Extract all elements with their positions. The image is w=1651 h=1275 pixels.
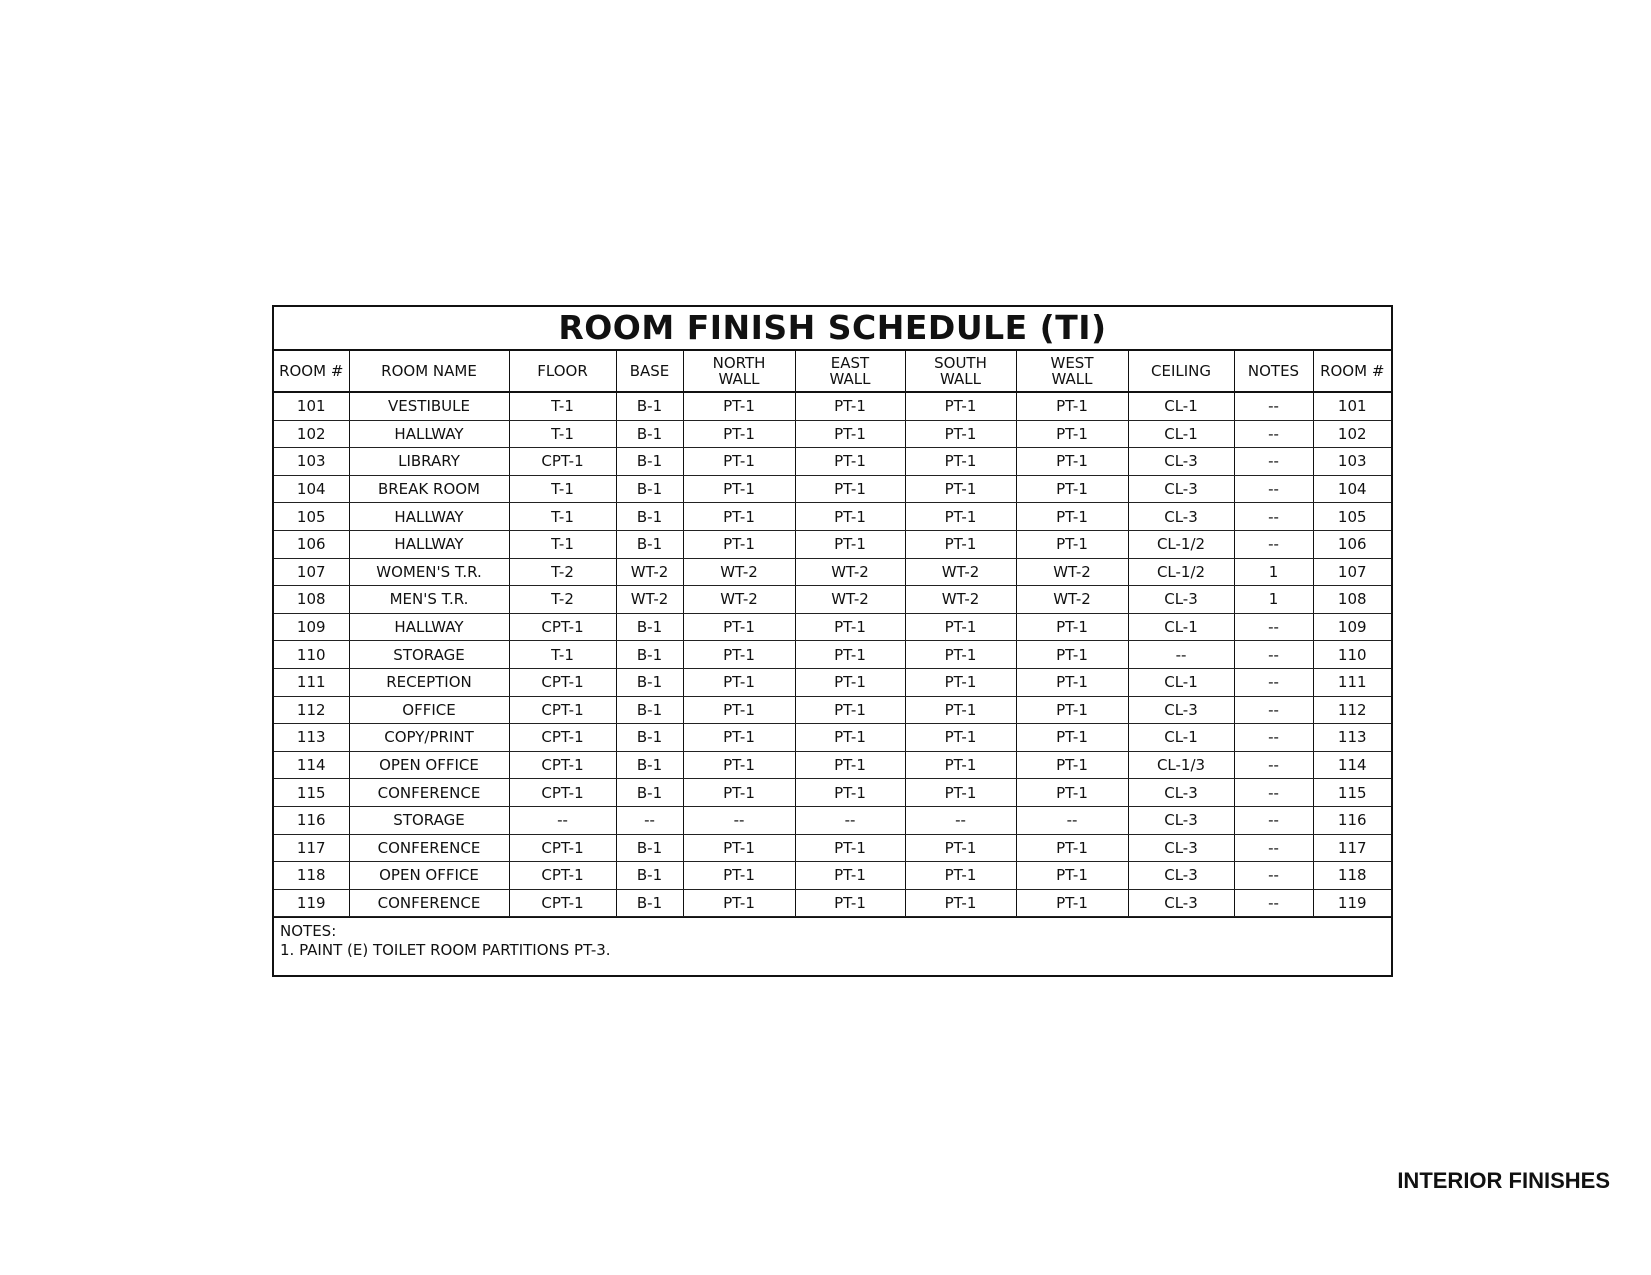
cell-room-number: 109 bbox=[274, 613, 349, 641]
header-south-wall-line1: SOUTH bbox=[934, 354, 987, 372]
cell-ceiling: CL-1 bbox=[1128, 668, 1234, 696]
cell-west-wall: WT-2 bbox=[1016, 558, 1128, 586]
cell-room-number-right: 112 bbox=[1313, 696, 1391, 724]
table-row bbox=[274, 558, 1391, 586]
cell-ceiling: CL-3 bbox=[1128, 503, 1234, 531]
cell-south-wall: PT-1 bbox=[905, 834, 1016, 862]
cell-west-wall: PT-1 bbox=[1016, 503, 1128, 531]
cell-west-wall: PT-1 bbox=[1016, 613, 1128, 641]
cell-ceiling: CL-3 bbox=[1128, 696, 1234, 724]
header-east-wall-line1: EAST bbox=[830, 354, 870, 372]
cell-notes: 1 bbox=[1234, 586, 1313, 614]
cell-south-wall: PT-1 bbox=[905, 696, 1016, 724]
cell-east-wall: PT-1 bbox=[795, 668, 905, 696]
cell-north-wall: WT-2 bbox=[683, 558, 795, 586]
cell-north-wall: PT-1 bbox=[683, 889, 795, 917]
cell-room-number-right: 103 bbox=[1313, 448, 1391, 476]
cell-base: B-1 bbox=[616, 889, 683, 917]
cell-notes: -- bbox=[1234, 889, 1313, 917]
header-base: BASE bbox=[616, 351, 683, 392]
cell-ceiling: CL-1 bbox=[1128, 724, 1234, 752]
table-row bbox=[274, 420, 1391, 448]
cell-east-wall: WT-2 bbox=[795, 586, 905, 614]
header-west-wall-line2: WALL bbox=[1051, 370, 1093, 388]
header-north-wall bbox=[683, 351, 795, 392]
table-row bbox=[274, 586, 1391, 614]
cell-room-number: 114 bbox=[274, 751, 349, 779]
cell-west-wall: PT-1 bbox=[1016, 530, 1128, 558]
cell-west-wall: PT-1 bbox=[1016, 696, 1128, 724]
cell-room-number-right: 106 bbox=[1313, 530, 1391, 558]
cell-floor: CPT-1 bbox=[509, 889, 616, 917]
cell-ceiling: CL-3 bbox=[1128, 862, 1234, 890]
cell-ceiling: CL-1 bbox=[1128, 420, 1234, 448]
table-row bbox=[274, 779, 1391, 807]
cell-room-number-right: 105 bbox=[1313, 503, 1391, 531]
cell-north-wall: WT-2 bbox=[683, 586, 795, 614]
cell-east-wall: PT-1 bbox=[795, 420, 905, 448]
cell-room-number-right: 115 bbox=[1313, 779, 1391, 807]
header-north-wall-line2: WALL bbox=[718, 370, 760, 388]
cell-floor: T-2 bbox=[509, 558, 616, 586]
cell-north-wall: PT-1 bbox=[683, 779, 795, 807]
cell-ceiling: CL-1/2 bbox=[1128, 558, 1234, 586]
cell-south-wall: PT-1 bbox=[905, 530, 1016, 558]
cell-room-number: 106 bbox=[274, 530, 349, 558]
cell-room-name: BREAK ROOM bbox=[349, 475, 509, 503]
cell-east-wall: PT-1 bbox=[795, 530, 905, 558]
cell-ceiling: CL-3 bbox=[1128, 889, 1234, 917]
cell-east-wall: PT-1 bbox=[795, 448, 905, 476]
cell-floor: T-1 bbox=[509, 641, 616, 669]
table-row bbox=[274, 696, 1391, 724]
cell-north-wall: PT-1 bbox=[683, 862, 795, 890]
cell-room-name: VESTIBULE bbox=[349, 392, 509, 420]
finish-table bbox=[274, 351, 1391, 917]
cell-floor: -- bbox=[509, 806, 616, 834]
header-notes: NOTES bbox=[1234, 351, 1313, 392]
room-finish-schedule bbox=[272, 305, 1393, 977]
cell-west-wall: PT-1 bbox=[1016, 420, 1128, 448]
header-north-wall-line1: NORTH bbox=[712, 354, 766, 372]
cell-ceiling: CL-3 bbox=[1128, 834, 1234, 862]
cell-room-name: WOMEN'S T.R. bbox=[349, 558, 509, 586]
cell-room-name: CONFERENCE bbox=[349, 889, 509, 917]
cell-west-wall: PT-1 bbox=[1016, 475, 1128, 503]
cell-north-wall: PT-1 bbox=[683, 641, 795, 669]
cell-room-number: 108 bbox=[274, 586, 349, 614]
cell-notes: -- bbox=[1234, 503, 1313, 531]
cell-room-name: CONFERENCE bbox=[349, 834, 509, 862]
cell-south-wall: PT-1 bbox=[905, 668, 1016, 696]
cell-east-wall: PT-1 bbox=[795, 779, 905, 807]
cell-notes: -- bbox=[1234, 862, 1313, 890]
cell-room-number-right: 119 bbox=[1313, 889, 1391, 917]
header-east-wall bbox=[795, 351, 905, 392]
cell-room-name: RECEPTION bbox=[349, 668, 509, 696]
cell-notes: -- bbox=[1234, 834, 1313, 862]
cell-east-wall: PT-1 bbox=[795, 834, 905, 862]
header-floor: FLOOR bbox=[509, 351, 616, 392]
table-row bbox=[274, 641, 1391, 669]
cell-east-wall: PT-1 bbox=[795, 475, 905, 503]
cell-floor: T-1 bbox=[509, 392, 616, 420]
cell-south-wall: PT-1 bbox=[905, 613, 1016, 641]
cell-ceiling: -- bbox=[1128, 641, 1234, 669]
cell-floor: CPT-1 bbox=[509, 724, 616, 752]
cell-notes: -- bbox=[1234, 448, 1313, 476]
cell-room-number: 104 bbox=[274, 475, 349, 503]
cell-room-number: 119 bbox=[274, 889, 349, 917]
cell-room-name: OPEN OFFICE bbox=[349, 862, 509, 890]
cell-south-wall: WT-2 bbox=[905, 586, 1016, 614]
cell-west-wall: PT-1 bbox=[1016, 448, 1128, 476]
cell-room-number: 102 bbox=[274, 420, 349, 448]
cell-notes: -- bbox=[1234, 641, 1313, 669]
table-row bbox=[274, 724, 1391, 752]
cell-south-wall: PT-1 bbox=[905, 503, 1016, 531]
cell-north-wall: PT-1 bbox=[683, 503, 795, 531]
cell-notes: -- bbox=[1234, 420, 1313, 448]
header-west-wall-line1: WEST bbox=[1050, 354, 1094, 372]
header-west-wall bbox=[1016, 351, 1128, 392]
cell-north-wall: -- bbox=[683, 806, 795, 834]
cell-ceiling: CL-3 bbox=[1128, 779, 1234, 807]
cell-ceiling: CL-1 bbox=[1128, 392, 1234, 420]
notes-heading: NOTES: bbox=[280, 922, 337, 941]
cell-room-number-right: 101 bbox=[1313, 392, 1391, 420]
cell-room-number-right: 118 bbox=[1313, 862, 1391, 890]
cell-south-wall: PT-1 bbox=[905, 420, 1016, 448]
cell-notes: -- bbox=[1234, 530, 1313, 558]
cell-south-wall: -- bbox=[905, 806, 1016, 834]
cell-room-name: STORAGE bbox=[349, 641, 509, 669]
cell-room-number: 115 bbox=[274, 779, 349, 807]
cell-room-number: 110 bbox=[274, 641, 349, 669]
cell-room-number-right: 109 bbox=[1313, 613, 1391, 641]
cell-room-number: 105 bbox=[274, 503, 349, 531]
cell-north-wall: PT-1 bbox=[683, 724, 795, 752]
table-row bbox=[274, 834, 1391, 862]
cell-notes: -- bbox=[1234, 751, 1313, 779]
cell-east-wall: PT-1 bbox=[795, 889, 905, 917]
table-body bbox=[274, 392, 1391, 917]
cell-base: WT-2 bbox=[616, 586, 683, 614]
table-row bbox=[274, 392, 1391, 420]
cell-west-wall: PT-1 bbox=[1016, 641, 1128, 669]
cell-room-number-right: 116 bbox=[1313, 806, 1391, 834]
cell-room-number-right: 104 bbox=[1313, 475, 1391, 503]
cell-ceiling: CL-3 bbox=[1128, 586, 1234, 614]
cell-ceiling: CL-3 bbox=[1128, 475, 1234, 503]
table-row bbox=[274, 751, 1391, 779]
cell-north-wall: PT-1 bbox=[683, 420, 795, 448]
cell-east-wall: PT-1 bbox=[795, 503, 905, 531]
cell-room-number-right: 102 bbox=[1313, 420, 1391, 448]
cell-base: B-1 bbox=[616, 751, 683, 779]
cell-north-wall: PT-1 bbox=[683, 668, 795, 696]
cell-west-wall: -- bbox=[1016, 806, 1128, 834]
cell-notes: -- bbox=[1234, 724, 1313, 752]
cell-west-wall: PT-1 bbox=[1016, 668, 1128, 696]
cell-room-number-right: 108 bbox=[1313, 586, 1391, 614]
cell-west-wall: PT-1 bbox=[1016, 889, 1128, 917]
cell-room-number: 116 bbox=[274, 806, 349, 834]
cell-east-wall: -- bbox=[795, 806, 905, 834]
cell-south-wall: WT-2 bbox=[905, 558, 1016, 586]
cell-base: B-1 bbox=[616, 641, 683, 669]
cell-ceiling: CL-1 bbox=[1128, 613, 1234, 641]
cell-room-number-right: 110 bbox=[1313, 641, 1391, 669]
cell-floor: CPT-1 bbox=[509, 862, 616, 890]
cell-floor: CPT-1 bbox=[509, 668, 616, 696]
cell-floor: CPT-1 bbox=[509, 779, 616, 807]
cell-south-wall: PT-1 bbox=[905, 641, 1016, 669]
header-south-wall bbox=[905, 351, 1016, 392]
table-row bbox=[274, 475, 1391, 503]
cell-base: B-1 bbox=[616, 696, 683, 724]
cell-base: B-1 bbox=[616, 668, 683, 696]
table-row bbox=[274, 668, 1391, 696]
cell-floor: T-1 bbox=[509, 530, 616, 558]
cell-room-name: OPEN OFFICE bbox=[349, 751, 509, 779]
table-row bbox=[274, 862, 1391, 890]
table-row bbox=[274, 530, 1391, 558]
cell-east-wall: PT-1 bbox=[795, 751, 905, 779]
cell-base: B-1 bbox=[616, 862, 683, 890]
cell-base: B-1 bbox=[616, 448, 683, 476]
cell-base: B-1 bbox=[616, 779, 683, 807]
cell-base: B-1 bbox=[616, 503, 683, 531]
cell-floor: T-2 bbox=[509, 586, 616, 614]
cell-east-wall: PT-1 bbox=[795, 613, 905, 641]
header-ceiling: CEILING bbox=[1128, 351, 1234, 392]
cell-room-name: COPY/PRINT bbox=[349, 724, 509, 752]
cell-east-wall: PT-1 bbox=[795, 862, 905, 890]
cell-west-wall: PT-1 bbox=[1016, 862, 1128, 890]
cell-room-number-right: 114 bbox=[1313, 751, 1391, 779]
cell-room-number-right: 107 bbox=[1313, 558, 1391, 586]
cell-notes: -- bbox=[1234, 779, 1313, 807]
cell-south-wall: PT-1 bbox=[905, 779, 1016, 807]
cell-notes: -- bbox=[1234, 806, 1313, 834]
header-east-wall-line2: WALL bbox=[829, 370, 871, 388]
cell-east-wall: PT-1 bbox=[795, 724, 905, 752]
cell-ceiling: CL-3 bbox=[1128, 806, 1234, 834]
cell-room-name: LIBRARY bbox=[349, 448, 509, 476]
cell-floor: CPT-1 bbox=[509, 448, 616, 476]
cell-north-wall: PT-1 bbox=[683, 696, 795, 724]
cell-ceiling: CL-3 bbox=[1128, 448, 1234, 476]
cell-room-name: HALLWAY bbox=[349, 420, 509, 448]
cell-floor: T-1 bbox=[509, 503, 616, 531]
cell-room-number: 113 bbox=[274, 724, 349, 752]
cell-room-number-right: 117 bbox=[1313, 834, 1391, 862]
cell-room-number: 118 bbox=[274, 862, 349, 890]
cell-west-wall: PT-1 bbox=[1016, 779, 1128, 807]
table-row bbox=[274, 806, 1391, 834]
cell-north-wall: PT-1 bbox=[683, 475, 795, 503]
cell-room-name: HALLWAY bbox=[349, 613, 509, 641]
notes-block bbox=[274, 917, 1391, 975]
cell-room-number: 117 bbox=[274, 834, 349, 862]
note-item: 1. PAINT (E) TOILET ROOM PARTITIONS PT-3. bbox=[280, 941, 611, 960]
cell-west-wall: PT-1 bbox=[1016, 751, 1128, 779]
cell-floor: T-1 bbox=[509, 475, 616, 503]
cell-south-wall: PT-1 bbox=[905, 889, 1016, 917]
cell-base: B-1 bbox=[616, 392, 683, 420]
cell-east-wall: PT-1 bbox=[795, 641, 905, 669]
cell-west-wall: WT-2 bbox=[1016, 586, 1128, 614]
cell-base: B-1 bbox=[616, 420, 683, 448]
cell-south-wall: PT-1 bbox=[905, 751, 1016, 779]
table-row bbox=[274, 613, 1391, 641]
cell-room-name: MEN'S T.R. bbox=[349, 586, 509, 614]
cell-north-wall: PT-1 bbox=[683, 751, 795, 779]
cell-room-name: HALLWAY bbox=[349, 503, 509, 531]
cell-base: B-1 bbox=[616, 530, 683, 558]
cell-south-wall: PT-1 bbox=[905, 392, 1016, 420]
table-row bbox=[274, 448, 1391, 476]
cell-room-name: CONFERENCE bbox=[349, 779, 509, 807]
schedule-title: ROOM FINISH SCHEDULE (TI) bbox=[274, 307, 1391, 351]
cell-room-number-right: 113 bbox=[1313, 724, 1391, 752]
cell-north-wall: PT-1 bbox=[683, 392, 795, 420]
cell-room-number: 111 bbox=[274, 668, 349, 696]
cell-room-name: HALLWAY bbox=[349, 530, 509, 558]
header-room-number: ROOM # bbox=[274, 351, 349, 392]
cell-notes: -- bbox=[1234, 613, 1313, 641]
cell-ceiling: CL-1/2 bbox=[1128, 530, 1234, 558]
cell-north-wall: PT-1 bbox=[683, 448, 795, 476]
cell-east-wall: WT-2 bbox=[795, 558, 905, 586]
cell-floor: CPT-1 bbox=[509, 834, 616, 862]
cell-ceiling: CL-1/3 bbox=[1128, 751, 1234, 779]
table-header-row bbox=[274, 351, 1391, 392]
cell-base: B-1 bbox=[616, 475, 683, 503]
cell-base: B-1 bbox=[616, 724, 683, 752]
cell-floor: CPT-1 bbox=[509, 613, 616, 641]
cell-west-wall: PT-1 bbox=[1016, 392, 1128, 420]
cell-floor: CPT-1 bbox=[509, 751, 616, 779]
cell-floor: CPT-1 bbox=[509, 696, 616, 724]
cell-room-number: 107 bbox=[274, 558, 349, 586]
cell-room-name: OFFICE bbox=[349, 696, 509, 724]
cell-base: B-1 bbox=[616, 613, 683, 641]
table-row bbox=[274, 503, 1391, 531]
cell-west-wall: PT-1 bbox=[1016, 724, 1128, 752]
cell-north-wall: PT-1 bbox=[683, 530, 795, 558]
cell-south-wall: PT-1 bbox=[905, 724, 1016, 752]
cell-room-number: 103 bbox=[274, 448, 349, 476]
cell-east-wall: PT-1 bbox=[795, 696, 905, 724]
cell-room-number: 101 bbox=[274, 392, 349, 420]
table-row bbox=[274, 889, 1391, 917]
cell-notes: -- bbox=[1234, 668, 1313, 696]
cell-south-wall: PT-1 bbox=[905, 862, 1016, 890]
header-room-name: ROOM NAME bbox=[349, 351, 509, 392]
cell-notes: -- bbox=[1234, 392, 1313, 420]
header-south-wall-line2: WALL bbox=[940, 370, 981, 388]
cell-base: -- bbox=[616, 806, 683, 834]
cell-notes: -- bbox=[1234, 696, 1313, 724]
cell-notes: 1 bbox=[1234, 558, 1313, 586]
cell-north-wall: PT-1 bbox=[683, 834, 795, 862]
header-room-number-right: ROOM # bbox=[1313, 351, 1391, 392]
cell-room-number: 112 bbox=[274, 696, 349, 724]
sheet-title: INTERIOR FINISHES bbox=[1397, 1168, 1610, 1193]
cell-room-number-right: 111 bbox=[1313, 668, 1391, 696]
cell-base: B-1 bbox=[616, 834, 683, 862]
cell-base: WT-2 bbox=[616, 558, 683, 586]
cell-north-wall: PT-1 bbox=[683, 613, 795, 641]
cell-east-wall: PT-1 bbox=[795, 392, 905, 420]
cell-notes: -- bbox=[1234, 475, 1313, 503]
cell-south-wall: PT-1 bbox=[905, 475, 1016, 503]
cell-room-name: STORAGE bbox=[349, 806, 509, 834]
cell-west-wall: PT-1 bbox=[1016, 834, 1128, 862]
cell-floor: T-1 bbox=[509, 420, 616, 448]
cell-south-wall: PT-1 bbox=[905, 448, 1016, 476]
